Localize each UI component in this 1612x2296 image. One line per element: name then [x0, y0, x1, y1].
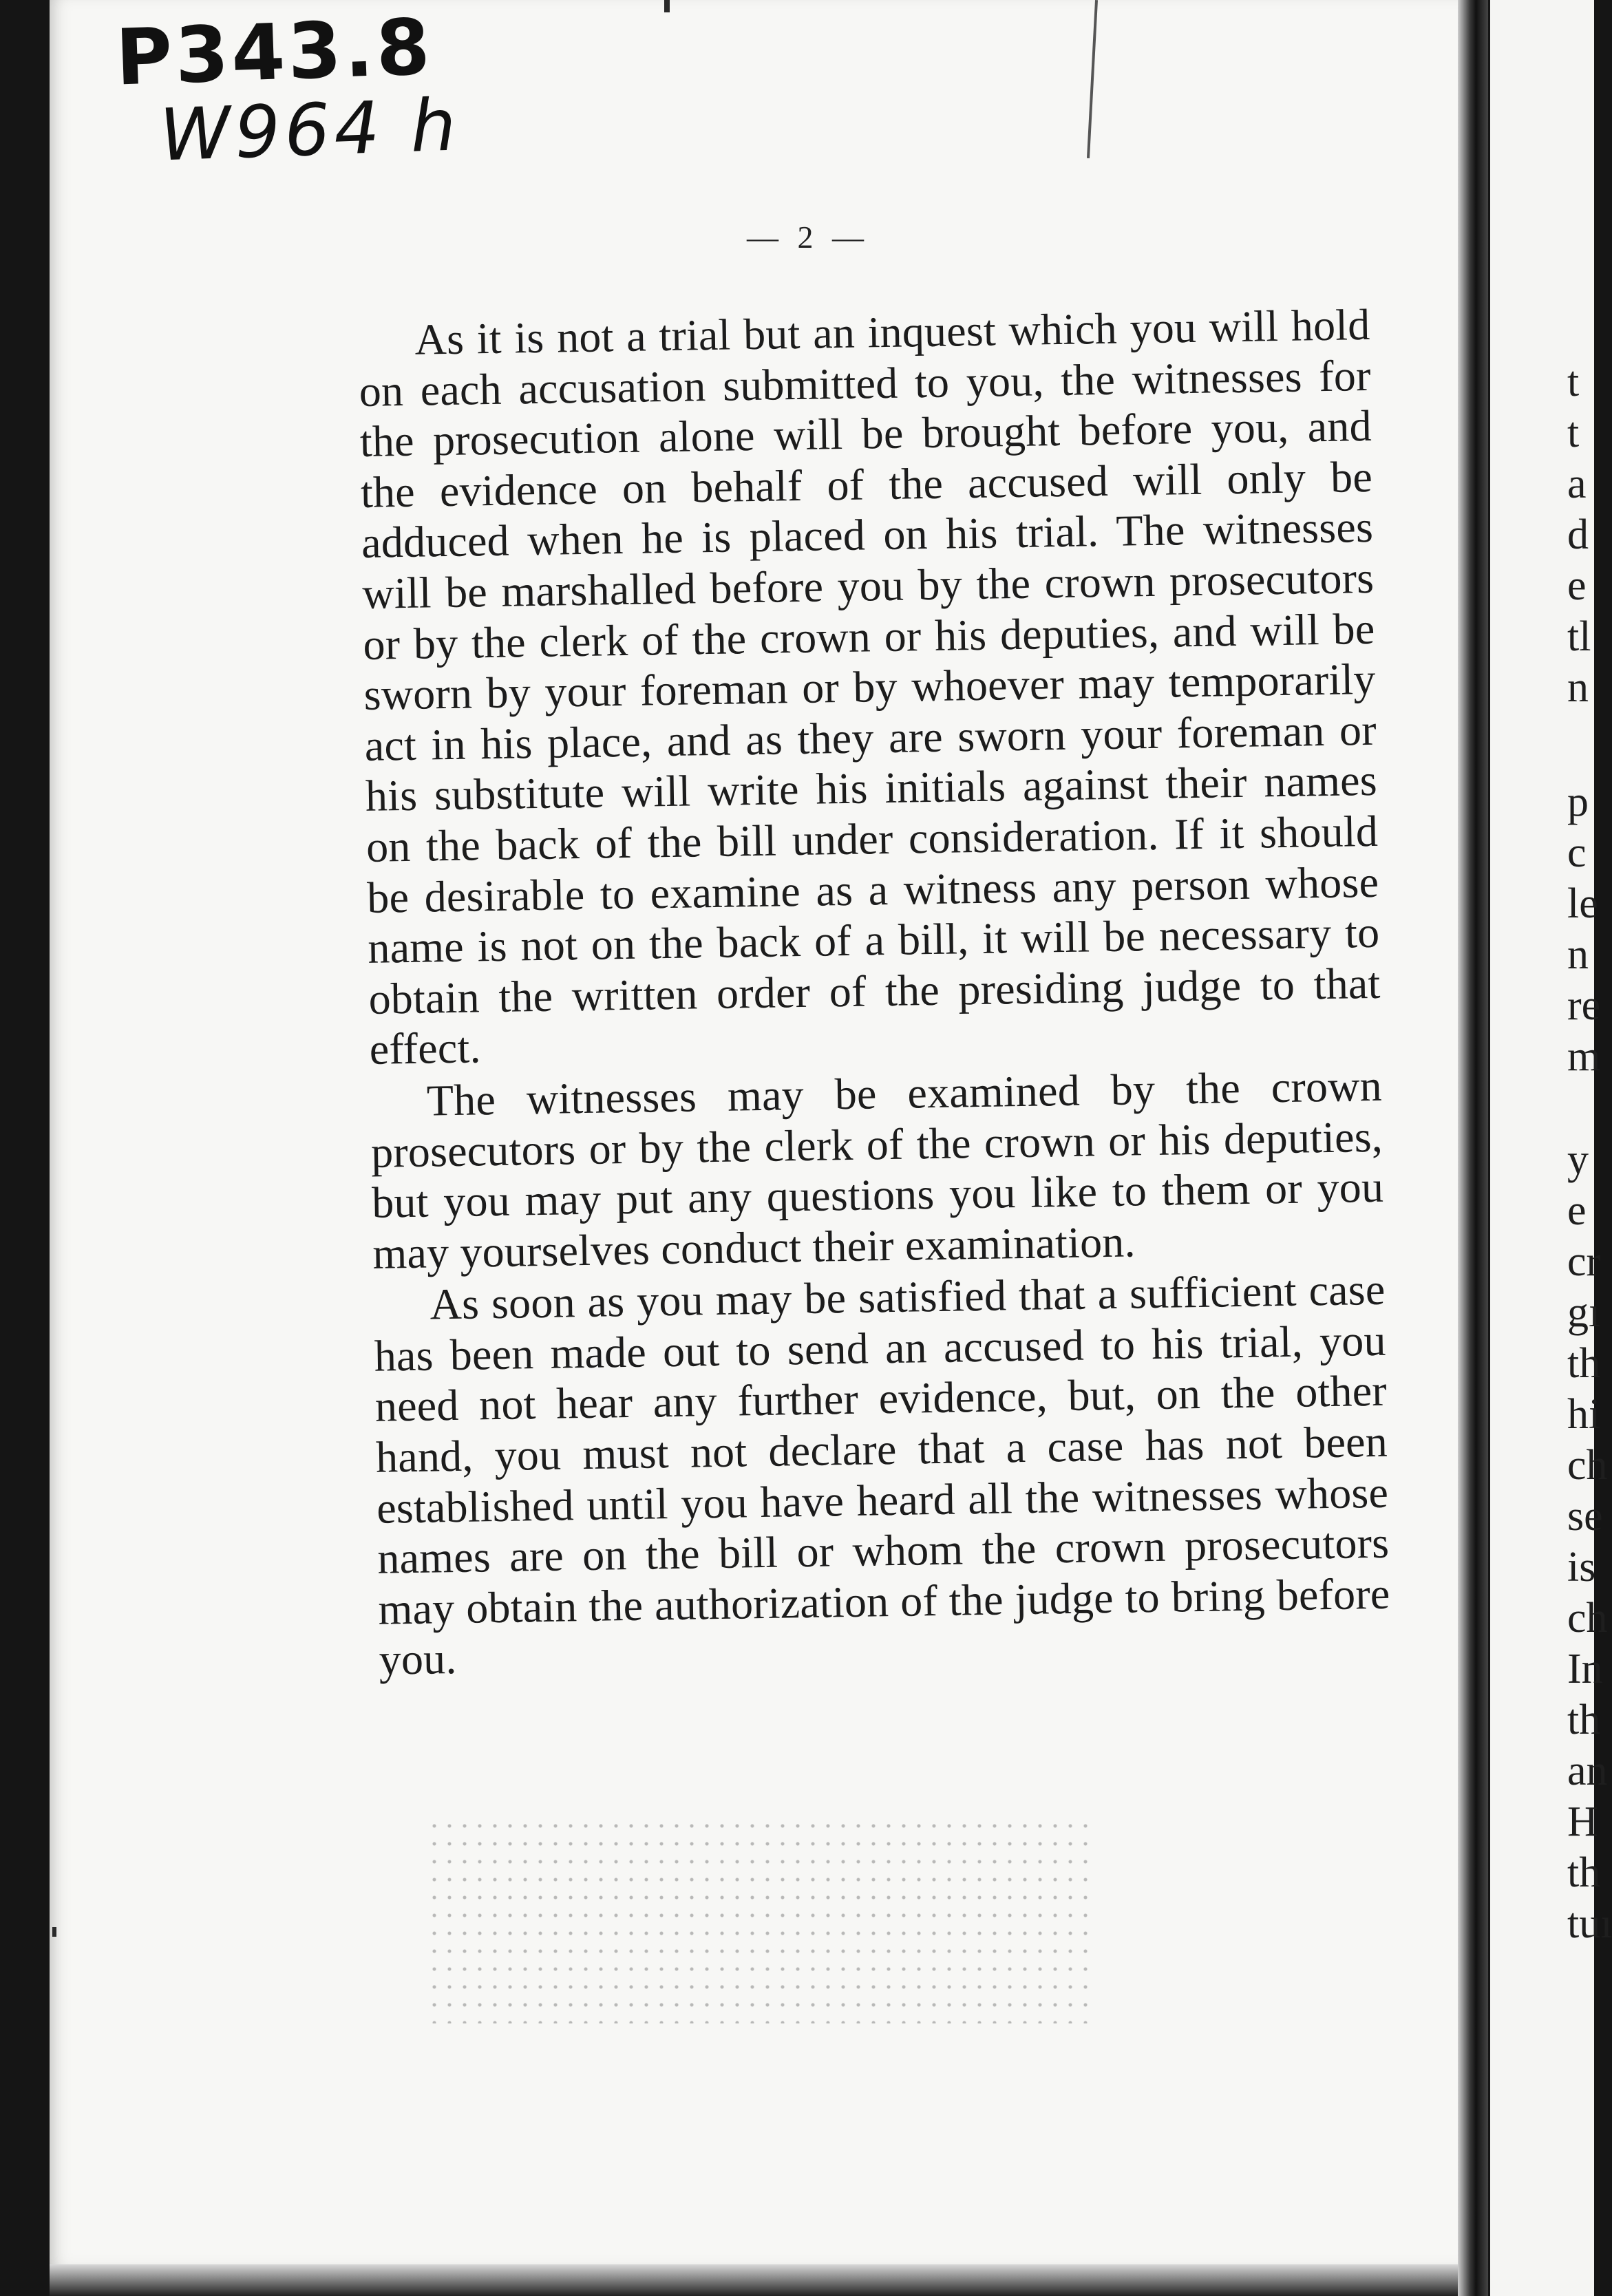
- page-number: — 2 —: [747, 220, 869, 255]
- adjacent-fragment: e: [1567, 1187, 1587, 1234]
- adjacent-fragment: gı: [1567, 1289, 1601, 1336]
- book-gutter: [1458, 0, 1488, 2296]
- adjacent-fragment: t: [1567, 359, 1580, 405]
- adjacent-fragment: re: [1567, 982, 1601, 1029]
- body-text: [358, 299, 1391, 1686]
- call-number-line1: P343.8: [114, 2, 434, 103]
- adjacent-page-fragment: [1490, 0, 1612, 2296]
- adjacent-fragment: th: [1567, 1340, 1601, 1387]
- adjacent-fragment: tuı: [1567, 1900, 1612, 1947]
- paragraph-examination: The witnesses may be examined by the crown prosecutors or by the clerk of the crown or his deputies, but you may put any questions you like to them or you may yourselves conduct their examination.: [370, 1061, 1384, 1278]
- adjacent-fragment: H: [1567, 1798, 1598, 1845]
- adjacent-fragment: is: [1567, 1544, 1596, 1591]
- adjacent-fragment: t: [1567, 410, 1580, 456]
- adjacent-fragment: a: [1567, 460, 1587, 507]
- adjacent-fragment: se: [1567, 1493, 1603, 1540]
- adjacent-fragment: le: [1567, 880, 1598, 927]
- adjacent-fragment: y: [1567, 1136, 1589, 1183]
- adjacent-fragment: th: [1567, 1697, 1601, 1743]
- adjacent-fragment: n: [1567, 664, 1589, 711]
- adjacent-fragment: ch: [1567, 1442, 1608, 1489]
- adjacent-fragment: cr: [1567, 1238, 1601, 1285]
- page-bottom-edge: [50, 2264, 1466, 2296]
- adjacent-fragment: c: [1567, 829, 1587, 876]
- adjacent-fragment: d: [1567, 511, 1589, 558]
- adjacent-fragment: In: [1567, 1646, 1603, 1692]
- adjacent-fragment: tl: [1567, 613, 1591, 660]
- handwritten-call-number: [114, 2, 462, 178]
- call-number-line2: W964 h: [158, 83, 462, 178]
- adjacent-fragment: m: [1567, 1033, 1601, 1080]
- print-bleed-speckles: [427, 1817, 1088, 2023]
- paragraph-inquest: As it is not a trial but an inquest which you will hold on each accusation submitted to you, the witnesses for the prosecution alone will be brought before you, and the evidence on behalf of the accused will only be adduced when he is placed on his trial. The witnesses will be marshalled before you by the crown prosecutors or by the clerk of the crown or his deputies, and will be sworn by your foreman or by whoever may temporarily act in his place, and as they are sworn your foreman or his substitute will write his initials against their names on the back of the bill under consideration. If it should be desirable to examine as a witness any person whose name is not on the back of a bill, it will be necessary to obtain the written order of the presiding judge to that effect.: [359, 299, 1381, 1074]
- adjacent-fragment: e: [1567, 562, 1587, 609]
- adjacent-fragment: an: [1567, 1747, 1608, 1794]
- adjacent-fragment: n: [1567, 931, 1589, 978]
- paragraph-sufficient-case: As soon as you may be satisfied that a sufficient case has been made out to send an accused to his trial, you need not hear any further evidence, but, on the other hand, you must not declare that a case has not been established until you have heard all the witnesses whose names are on the bill or whom the crown prosecutors may obtain the authorization of the judge to bring before you.: [374, 1265, 1390, 1685]
- adjacent-fragment: ch: [1567, 1595, 1608, 1641]
- adjacent-fragment: th: [1567, 1849, 1601, 1896]
- adjacent-fragment: hi: [1567, 1391, 1601, 1438]
- scan-mark-left: [52, 1927, 56, 1937]
- adjacent-fragment: p: [1567, 778, 1589, 825]
- scan-mark-top: [664, 0, 670, 12]
